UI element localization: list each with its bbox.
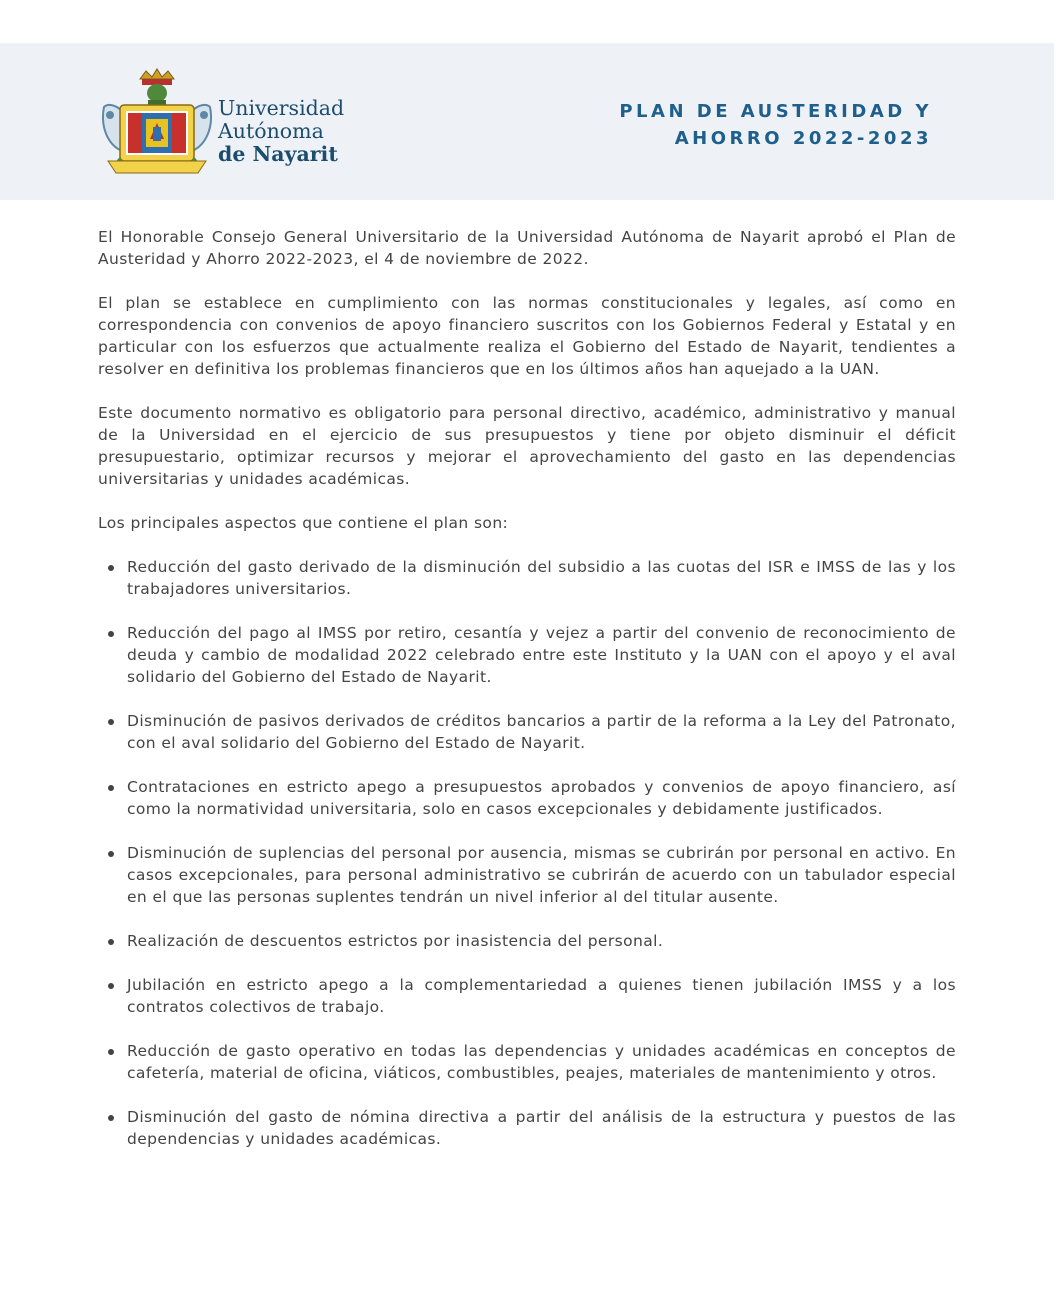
bullet-icon [108, 631, 114, 637]
list-item-text: Reducción del gasto derivado de la disminución del subsidio a las cuotas del ISR e IMSS de las y los trabajadores universitarios. [127, 558, 956, 598]
document-body [98, 226, 956, 1172]
list-item [98, 842, 956, 908]
list-item [98, 710, 956, 754]
scope-paragraph: Este documento normativo es obligatorio para personal directivo, académico, administrativo y manual de la Universidad en el ejercicio de sus presupuestos y tiene por objeto disminuir el déficit presupuestario, optimizar recursos y mejorar el aprovechamiento del gasto en las dependencias universitarias y unidades académicas. [98, 404, 956, 488]
university-logo [98, 67, 343, 177]
list-item-text: Disminución del gasto de nómina directiva a partir del análisis de la estructura y puestos de las dependencias y unidades académicas. [127, 1108, 956, 1148]
university-seal-icon [98, 67, 216, 177]
list-item-text: Realización de descuentos estrictos por inasistencia del personal. [127, 932, 664, 950]
list-item [98, 556, 956, 600]
list-item-text: Disminución de suplencias del personal por ausencia, mismas se cubrirán por personal en activo. En casos excepcionales, para personal administrativo se cubrirán de acuerdo con un tabulador especial en el que las personas suplentes tendrán un nivel inferior al del titular ausente. [127, 844, 956, 906]
page-header [0, 43, 1054, 200]
university-name-line1: Universidad [218, 96, 345, 120]
bullet-icon [108, 983, 114, 989]
bullet-icon [108, 851, 114, 857]
bullet-icon [108, 565, 114, 571]
bullet-icon [108, 719, 114, 725]
list-item [98, 1040, 956, 1084]
plan-aspects-list [98, 556, 956, 1150]
university-name-line3: de Nayarit [218, 142, 338, 166]
bullet-icon [108, 1049, 114, 1055]
bullet-icon [108, 1115, 114, 1121]
list-item [98, 776, 956, 820]
document-title [619, 98, 932, 152]
list-item-text: Reducción de gasto operativo en todas las dependencias y unidades académicas en conceptos de cafetería, material de oficina, viáticos, combustibles, peajes, materiales de mantenimiento y otros. [127, 1042, 956, 1082]
list-item-text: Contrataciones en estricto apego a presupuestos aprobados y convenios de apoyo financiero, así como la normatividad universitaria, solo en casos excepcionales y debidamente justificados. [127, 778, 956, 818]
bullet-icon [108, 785, 114, 791]
list-item-text: Disminución de pasivos derivados de créditos bancarios a partir de la reforma a la Ley del Patronato, con el aval solidario del Gobierno del Estado de Nayarit. [127, 712, 956, 752]
list-item [98, 930, 956, 952]
list-item-text: Reducción del pago al IMSS por retiro, cesantía y vejez a partir del convenio de reconocimiento de deuda y cambio de modalidad 2022 celebrado entre este Instituto y la UAN con el apoyo y el aval solidario del Gobierno del Estado de Nayarit. [127, 624, 956, 686]
compliance-paragraph: El plan se establece en cumplimiento con las normas constitucionales y legales, así como en correspondencia con convenios de apoyo financiero suscritos con los Gobiernos Federal y Estatal y en particular con los esfuerzos que actualmente realiza el Gobierno del Estado de Nayarit, tendientes a resolver en definitiva los problemas financieros que en los últimos años han aquejado a la UAN. [98, 294, 956, 378]
document-title-line1: PLAN DE AUSTERIDAD Y [619, 101, 932, 122]
list-intro-paragraph: Los principales aspectos que contiene el plan son: [98, 514, 509, 532]
university-name [218, 97, 344, 166]
list-item-text: Jubilación en estricto apego a la complementariedad a quienes tienen jubilación IMSS y a los contratos colectivos de trabajo. [127, 976, 956, 1016]
document-title-line2: AHORRO 2022-2023 [674, 128, 932, 149]
university-name-line2: Autónoma [218, 119, 324, 143]
bullet-icon [108, 939, 114, 945]
list-item [98, 1106, 956, 1150]
list-item [98, 622, 956, 688]
intro-paragraph: El Honorable Consejo General Universitario de la Universidad Autónoma de Nayarit aprobó el Plan de Austeridad y Ahorro 2022-2023, el 4 de noviembre de 2022. [98, 228, 956, 268]
list-item [98, 974, 956, 1018]
